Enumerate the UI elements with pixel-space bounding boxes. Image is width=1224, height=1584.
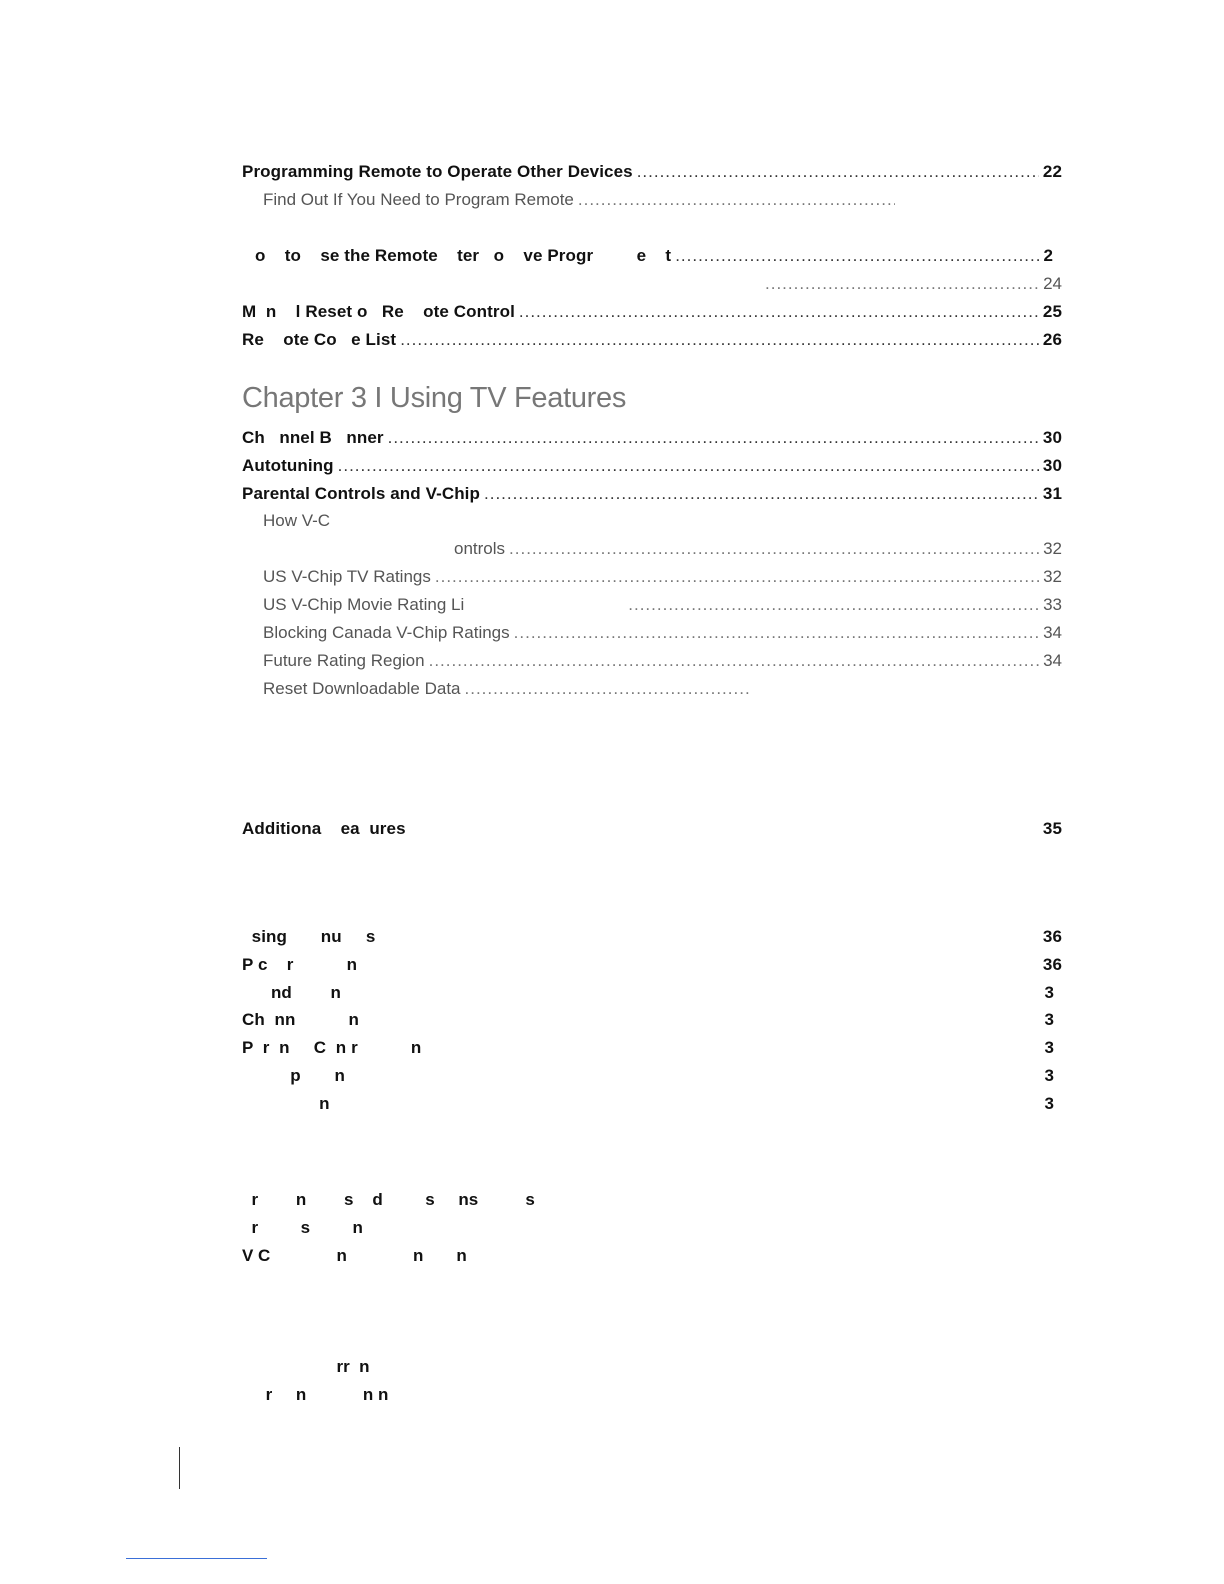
toc-entry-parental-controls[interactable] bbox=[242, 482, 1062, 506]
leader-dots bbox=[578, 188, 895, 212]
toc-entry-title: ontrols bbox=[454, 539, 506, 558]
toc-fragment: rr n bbox=[242, 1357, 370, 1376]
toc-entry-page: 34 bbox=[1043, 623, 1062, 642]
leader-dots bbox=[765, 272, 1039, 296]
toc-entry-menu-row[interactable] bbox=[242, 1036, 1054, 1060]
leader-dots bbox=[388, 426, 1039, 450]
toc-entry-additional-features[interactable] bbox=[242, 817, 1062, 841]
toc-entry-page: 35 bbox=[1042, 819, 1062, 838]
toc-entry-channel-banner[interactable] bbox=[242, 426, 1062, 450]
toc-entry-page: 3 bbox=[1044, 1010, 1054, 1029]
toc-entry-page: 3 bbox=[1044, 1094, 1054, 1113]
toc-entry-title: Ch nnel B nner bbox=[242, 428, 384, 447]
toc-entry-page: 31 bbox=[1042, 484, 1062, 503]
toc-entry-title: o to se the Remote ter o ve Progr e t bbox=[255, 246, 672, 265]
chapter-heading: Chapter 3 I Using TV Features bbox=[242, 382, 627, 414]
toc-entry-title: Future Rating Region bbox=[263, 651, 425, 670]
toc-entry-page: 32 bbox=[1043, 567, 1062, 586]
footer-link-underline bbox=[126, 1558, 267, 1559]
footer-vertical-rule bbox=[179, 1447, 180, 1489]
toc-entry-how-vchip[interactable] bbox=[263, 509, 383, 533]
toc-entry-title: Re ote Co e List bbox=[242, 330, 397, 349]
toc-entry-page: 36 bbox=[1042, 927, 1062, 946]
leader-dots bbox=[465, 677, 751, 701]
toc-entry-title: US V-Chip Movie Rating Li bbox=[263, 595, 465, 614]
toc-entry-menu-row[interactable] bbox=[242, 953, 1062, 977]
leader-dots bbox=[519, 300, 1039, 324]
toc-entry-remote-code-list[interactable] bbox=[242, 328, 1062, 352]
toc-fragment: r n n n bbox=[242, 1385, 389, 1404]
toc-entry-us-movie-ratings[interactable] bbox=[263, 593, 1062, 617]
leader-dots bbox=[628, 593, 1039, 617]
toc-entry-autotuning[interactable] bbox=[242, 454, 1062, 478]
toc-entry-title: Programming Remote to Operate Other Devices bbox=[242, 162, 633, 181]
toc-entry-title: nd n bbox=[242, 983, 341, 1002]
toc-entry-title: Blocking Canada V-Chip Ratings bbox=[263, 623, 510, 642]
toc-entry-us-tv-ratings[interactable] bbox=[263, 565, 1062, 589]
toc-entry-remote-program[interactable] bbox=[255, 244, 1053, 268]
toc-entry-menu-row[interactable] bbox=[242, 1008, 1054, 1032]
leader-dots bbox=[675, 244, 1039, 268]
toc-entry-page: 32 bbox=[1043, 539, 1062, 558]
toc-entry-title: Parental Controls and V-Chip bbox=[242, 484, 480, 503]
toc-entry-page: 36 bbox=[1042, 955, 1062, 974]
toc-entry-page: 33 bbox=[1043, 595, 1062, 614]
toc-entry-future-rating[interactable] bbox=[263, 649, 1062, 673]
toc-entry-find-out[interactable] bbox=[263, 188, 899, 212]
toc-entry-programming-remote[interactable] bbox=[242, 160, 1062, 184]
toc-entry-title: Additiona ea ures bbox=[242, 819, 406, 838]
toc-entry-unlabeled[interactable] bbox=[765, 272, 1062, 296]
toc-entry-title: Autotuning bbox=[242, 456, 334, 475]
toc-entry-menu-row[interactable] bbox=[242, 1092, 1054, 1116]
toc-entry-title: Reset Downloadable Data bbox=[263, 679, 461, 698]
toc-entry-page: 30 bbox=[1042, 456, 1062, 475]
toc-entry-page: 30 bbox=[1042, 428, 1062, 447]
leader-dots bbox=[338, 454, 1039, 478]
toc-fragment: r n s d s ns s bbox=[242, 1190, 535, 1209]
toc-entry-controls[interactable] bbox=[454, 537, 1062, 561]
leader-dots bbox=[637, 160, 1039, 184]
toc-entry-menu-row[interactable] bbox=[242, 1064, 1054, 1088]
toc-entry-page: 22 bbox=[1042, 162, 1062, 181]
toc-entry-title: Find Out If You Need to Program Remote bbox=[263, 190, 574, 209]
toc-entry-title: sing nu s bbox=[242, 927, 376, 946]
toc-entry-title: p n bbox=[242, 1066, 345, 1085]
leader-dots bbox=[435, 565, 1039, 589]
leader-dots bbox=[514, 621, 1039, 645]
toc-entry-page: 2 bbox=[1043, 246, 1053, 265]
toc-entry-page: 26 bbox=[1042, 330, 1062, 349]
toc-entry-page: 3 bbox=[1044, 1038, 1054, 1057]
toc-entry-reset-data[interactable] bbox=[263, 677, 755, 701]
toc-entry-menu-row[interactable] bbox=[242, 981, 1054, 1005]
toc-entry-canada-ratings[interactable] bbox=[263, 621, 1062, 645]
leader-dots bbox=[400, 328, 1039, 352]
toc-entry-menu-row[interactable] bbox=[242, 925, 1062, 949]
toc-entry-page: 25 bbox=[1042, 302, 1062, 321]
toc-entry-title: How V-C bbox=[263, 511, 331, 530]
toc-entry-title: P c r n bbox=[242, 955, 358, 974]
toc-entry-title: US V-Chip TV Ratings bbox=[263, 567, 431, 586]
toc-entry-page: 3 bbox=[1044, 983, 1054, 1002]
toc-entry-page: 3 bbox=[1044, 1066, 1054, 1085]
leader-dots bbox=[429, 649, 1039, 673]
leader-dots bbox=[484, 482, 1039, 506]
toc-entry-manual-reset[interactable] bbox=[242, 300, 1062, 324]
toc-entry-title: n bbox=[242, 1094, 330, 1113]
toc-fragment: r s n bbox=[242, 1218, 363, 1237]
toc-entry-page: 34 bbox=[1043, 651, 1062, 670]
toc-entry-page: 24 bbox=[1043, 274, 1062, 293]
leader-dots bbox=[509, 537, 1039, 561]
toc-fragment: V C n n n bbox=[242, 1246, 467, 1265]
toc-entry-title: M n l Reset o Re ote Control bbox=[242, 302, 515, 321]
toc-entry-title: P r n C n r n bbox=[242, 1038, 422, 1057]
toc-entry-title: Ch nn n bbox=[242, 1010, 360, 1029]
